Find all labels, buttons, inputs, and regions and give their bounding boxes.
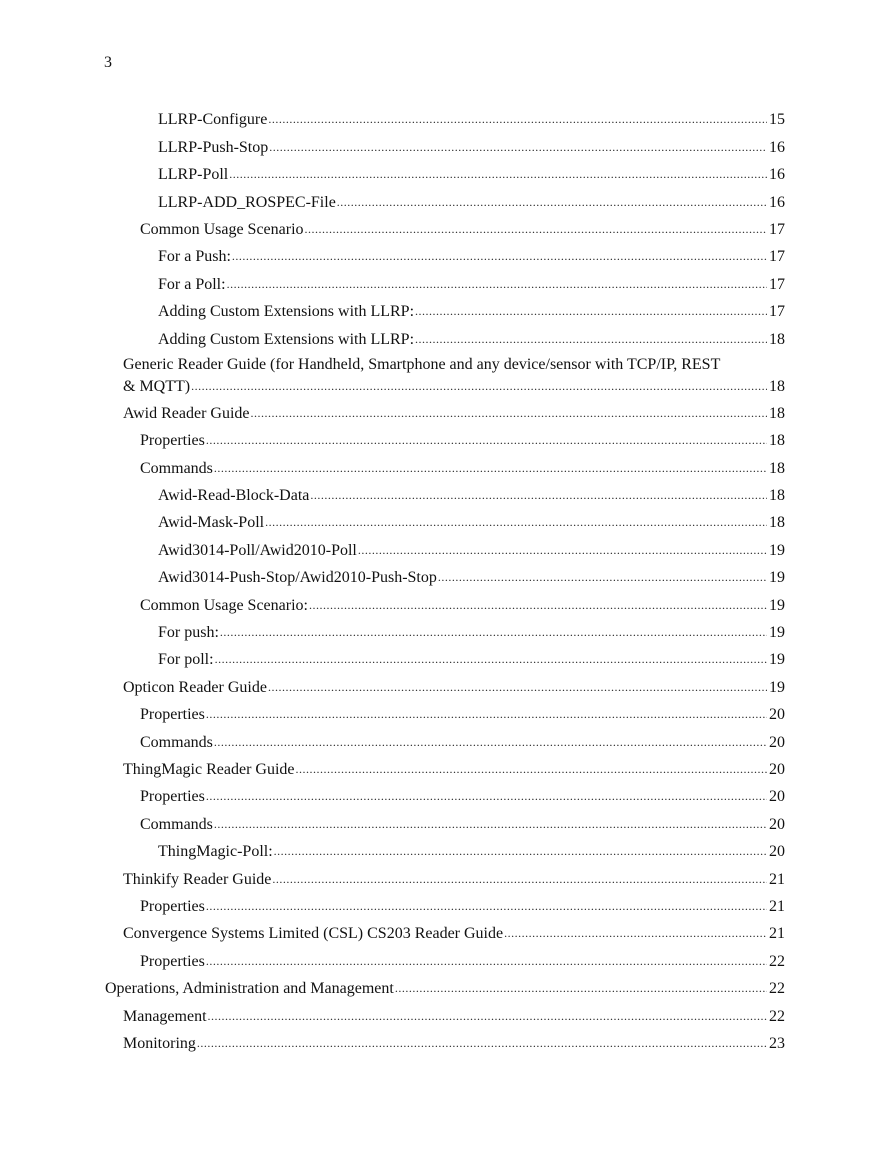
dot-leader — [206, 706, 767, 722]
toc-entry-title: Management — [123, 1007, 207, 1025]
toc-entry-title: Properties — [140, 706, 205, 724]
dot-leader — [208, 1008, 767, 1024]
dot-leader — [415, 303, 767, 319]
dot-leader — [265, 514, 767, 530]
toc-entry-title: Awid3014-Poll/Awid2010-Poll — [158, 541, 357, 559]
dot-leader — [206, 953, 767, 969]
dot-leader — [229, 166, 767, 182]
toc-page-number: 23 — [769, 1034, 785, 1052]
toc-entry[interactable] — [123, 1027, 785, 1054]
toc-page-number: 20 — [769, 733, 785, 751]
toc-entry[interactable] — [158, 533, 785, 560]
toc-entry[interactable] — [158, 322, 785, 349]
dot-leader — [337, 194, 767, 210]
toc-page-number: 20 — [769, 843, 785, 861]
toc-entry[interactable] — [158, 295, 785, 322]
toc-entry-title: Monitoring — [123, 1034, 196, 1052]
dot-leader — [269, 139, 767, 155]
toc-entry-title-continuation: & MQTT) — [123, 377, 191, 395]
toc-page-number: 19 — [769, 624, 785, 642]
toc-entry-title: Commands — [140, 733, 213, 751]
dot-leader — [296, 761, 768, 777]
dot-leader — [305, 221, 767, 237]
toc-entry-title: Operations, Administration and Management — [105, 980, 394, 998]
page-number: 3 — [104, 54, 112, 71]
toc-entry[interactable] — [140, 807, 785, 834]
toc-entry-title: For poll: — [158, 651, 214, 669]
toc-page-number: 19 — [769, 651, 785, 669]
dot-leader — [251, 405, 768, 421]
toc-page-number: 17 — [769, 303, 785, 321]
toc-entry-title: Properties — [140, 952, 205, 970]
toc-entry[interactable] — [158, 158, 785, 185]
toc-page-number: 17 — [769, 248, 785, 266]
toc-entry-title: Thinkify Reader Guide — [123, 870, 272, 888]
toc-entry-title: Adding Custom Extensions with LLRP: — [158, 330, 415, 348]
toc-entry-title: Common Usage Scenario: — [140, 596, 308, 614]
dot-leader — [274, 843, 767, 859]
toc-page-number: 18 — [769, 330, 785, 348]
toc-page-number: 18 — [769, 404, 785, 422]
toc-entry[interactable] — [140, 944, 785, 971]
toc-entry[interactable] — [140, 588, 785, 615]
dot-leader — [214, 734, 767, 750]
toc-entry[interactable] — [158, 185, 785, 212]
dot-leader — [504, 925, 767, 941]
dot-leader — [272, 871, 767, 887]
toc-entry-title: ThingMagic Reader Guide — [123, 760, 295, 778]
toc-entry-title: Convergence Systems Limited (CSL) CS203 Reader Guide — [123, 925, 504, 943]
toc-entry[interactable] — [123, 753, 785, 780]
toc-entry[interactable] — [158, 103, 785, 130]
dot-leader — [415, 331, 767, 347]
toc-entry-title: LLRP-Push-Stop — [158, 138, 269, 156]
toc-page-number: 18 — [769, 487, 785, 505]
toc-entry-title: For a Poll: — [158, 275, 226, 293]
toc-page-number: 18 — [769, 459, 785, 477]
toc-page-number: 19 — [769, 541, 785, 559]
toc-page-number: 20 — [769, 815, 785, 833]
toc-page-number: 20 — [769, 788, 785, 806]
toc-page-number: 22 — [769, 980, 785, 998]
dot-leader — [268, 679, 767, 695]
dot-leader — [310, 487, 767, 503]
toc-entry-title: For a Push: — [158, 248, 231, 266]
toc-page-number: 16 — [769, 138, 785, 156]
toc-page-number: 18 — [769, 432, 785, 450]
dot-leader — [438, 569, 767, 585]
dot-leader — [206, 898, 767, 914]
toc-entry-title: Properties — [140, 432, 205, 450]
toc-entry[interactable] — [158, 130, 785, 157]
toc-page-number: 22 — [769, 952, 785, 970]
toc-page-number: 18 — [769, 377, 785, 395]
toc-entry[interactable] — [158, 561, 785, 588]
dot-leader — [358, 542, 767, 558]
toc-page-number: 16 — [769, 166, 785, 184]
toc-entry-title: Commands — [140, 815, 213, 833]
toc-entry[interactable] — [140, 890, 785, 917]
dot-leader — [227, 276, 767, 292]
toc-page-number: 19 — [769, 569, 785, 587]
toc-entry[interactable] — [158, 616, 785, 643]
dot-leader — [191, 378, 767, 394]
toc-page-number: 20 — [769, 706, 785, 724]
toc-page-number: 19 — [769, 678, 785, 696]
toc-entry[interactable] — [140, 213, 785, 240]
toc-entry[interactable] — [158, 267, 785, 294]
toc-entry[interactable] — [158, 506, 785, 533]
toc-page-number: 21 — [769, 870, 785, 888]
toc-entry-title: Awid Reader Guide — [123, 404, 250, 422]
toc-entry[interactable] — [140, 424, 785, 451]
toc-page-number: 22 — [769, 1007, 785, 1025]
dot-leader — [215, 651, 767, 667]
toc-entry-title: Opticon Reader Guide — [123, 678, 267, 696]
toc-entry-title: LLRP-Configure — [158, 111, 268, 129]
dot-leader — [232, 248, 767, 264]
dot-leader — [197, 1035, 767, 1051]
toc-entry[interactable] — [158, 240, 785, 267]
toc-entry[interactable] — [123, 917, 785, 944]
toc-page-number: 21 — [769, 897, 785, 915]
toc-entry-title: LLRP-ADD_ROSPEC-File — [158, 193, 336, 211]
toc-entry-title: Commands — [140, 459, 213, 477]
toc-entry-title: Awid3014-Push-Stop/Awid2010-Push-Stop — [158, 569, 437, 587]
dot-leader — [206, 788, 767, 804]
dot-leader — [214, 816, 767, 832]
toc-entry[interactable] — [123, 397, 785, 424]
dot-leader — [309, 597, 767, 613]
toc-entry-title: Awid-Mask-Poll — [158, 514, 265, 532]
toc-page-number: 17 — [769, 220, 785, 238]
toc-page-number: 15 — [769, 111, 785, 129]
toc-entry[interactable] — [140, 780, 785, 807]
toc-page-number: 18 — [769, 514, 785, 532]
toc-page-number: 17 — [769, 275, 785, 293]
toc-page-number: 16 — [769, 193, 785, 211]
dot-leader — [214, 460, 767, 476]
toc-entry-title: Common Usage Scenario — [140, 220, 304, 238]
toc-entry-title: ThingMagic-Poll: — [158, 843, 273, 861]
toc-page-number: 20 — [769, 760, 785, 778]
toc-entry-title: Adding Custom Extensions with LLRP: — [158, 303, 415, 321]
toc-entry-title: Awid-Read-Block-Data — [158, 487, 310, 505]
toc-entry-title: LLRP-Poll — [158, 166, 229, 184]
toc-entry[interactable] — [140, 725, 785, 752]
toc-entry-title: Generic Reader Guide (for Handheld, Smartphone and any device/sensor with TCP/IP, REST — [123, 355, 721, 373]
toc-entry[interactable] — [123, 999, 785, 1026]
toc-entry[interactable] — [123, 670, 785, 697]
toc-entry[interactable] — [158, 643, 785, 670]
dot-leader — [268, 111, 767, 127]
toc-entry[interactable] — [123, 350, 785, 397]
toc-entry-title: For push: — [158, 624, 219, 642]
toc-entry-title: Properties — [140, 897, 205, 915]
toc-page-number: 21 — [769, 925, 785, 943]
toc-page-number: 19 — [769, 596, 785, 614]
toc-entry[interactable] — [140, 698, 785, 725]
toc-entry[interactable] — [123, 862, 785, 889]
dot-leader — [220, 624, 767, 640]
toc-entry-title: Properties — [140, 788, 205, 806]
dot-leader — [395, 980, 767, 996]
toc-entry[interactable] — [105, 972, 785, 999]
table-of-contents — [0, 103, 893, 1054]
toc-entry[interactable] — [140, 451, 785, 478]
toc-entry[interactable] — [158, 479, 785, 506]
toc-entry[interactable] — [158, 835, 785, 862]
dot-leader — [206, 432, 767, 448]
